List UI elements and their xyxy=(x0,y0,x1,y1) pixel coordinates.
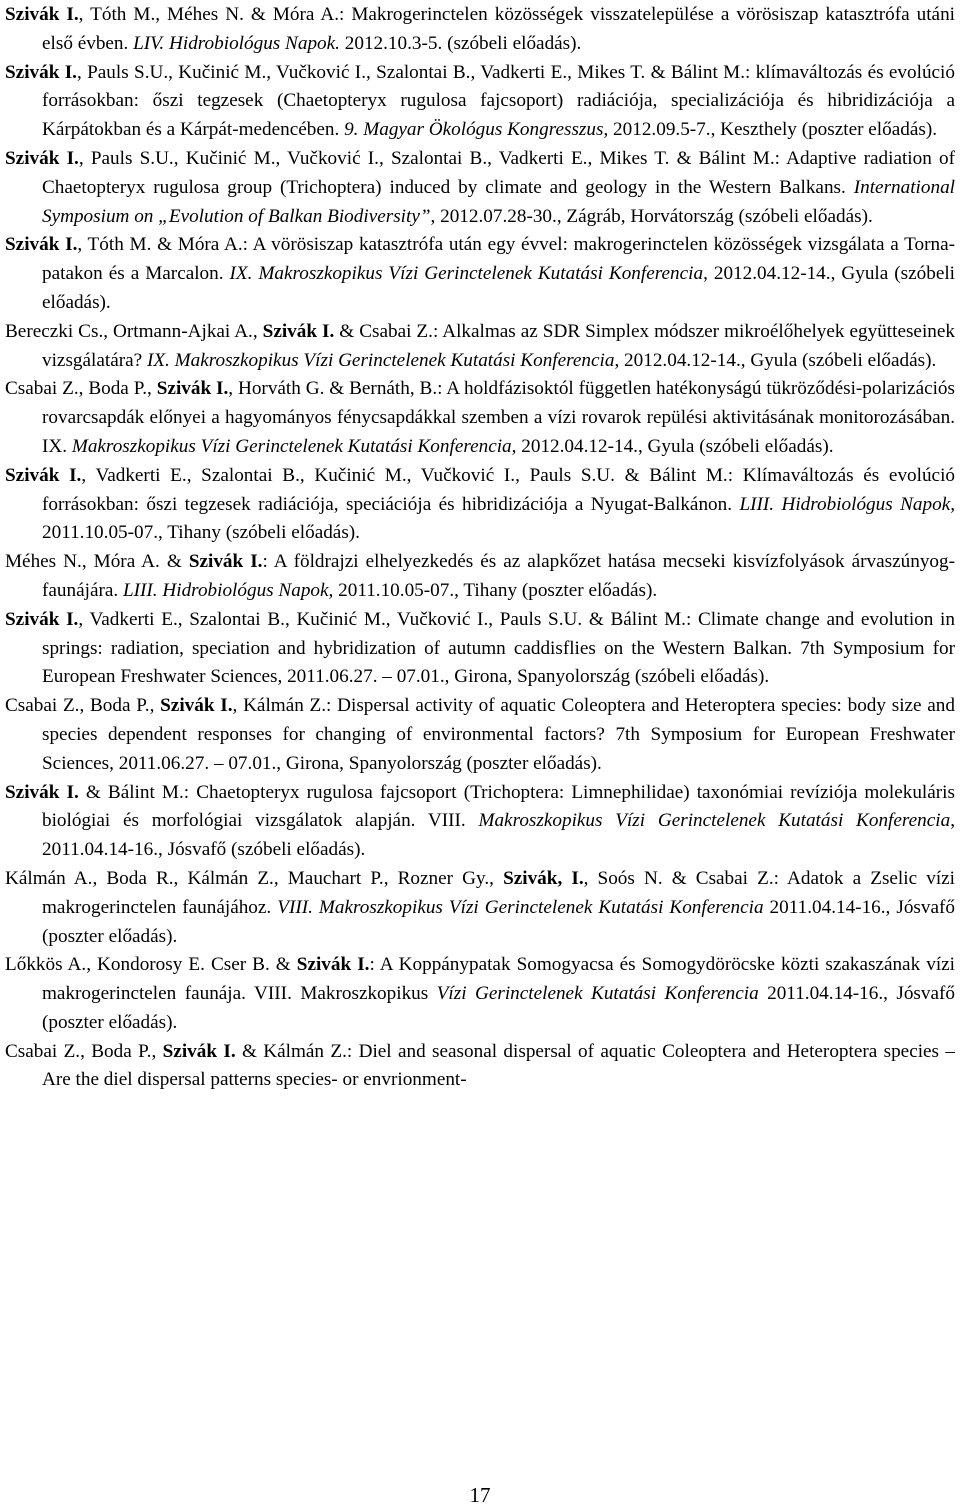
entry-text: , Vadkerti E., Szalontai B., Kučinić M., Vučković I., Pauls S.U. & Bálint M.: Klímaváltozás és evolúció forrásokban: őszi tegzesek radiációja, speciációja és hibridizációja a Nyugat-Balkánon. xyxy=(42,464,955,515)
entry-text: & Kálmán Z.: Diel and seasonal dispersal of aquatic Coleoptera and Heteroptera species – Are the diel dispersal patterns species- or envrionment- xyxy=(42,1040,955,1091)
entry-text: , Kálmán Z.: Dispersal activity of aquatic Coleoptera and Heteroptera species: body size and species dependent responses for changing of environmental factors? 7th Symposium for European Freshwater Sciences, 2011.06.27. – 07.01., Girona, Spanyolország (poszter előadás). xyxy=(42,695,955,774)
author-highlight: Szivák I. xyxy=(262,320,335,342)
entry-text: , 2012.04.12-14., Gyula (szóbeli előadás). xyxy=(42,263,955,313)
entry-text: , Soós N. & Csabai Z.: Adatok a Zselic vízi makrogerinctelen faunájához. xyxy=(42,867,955,918)
publication-entry xyxy=(5,145,955,231)
publication-entry xyxy=(5,462,955,548)
publication-entry xyxy=(5,692,955,778)
publication-entry xyxy=(5,606,955,692)
author-highlight: Szivák I. xyxy=(5,781,79,803)
entry-text: , 2012.07.28-30., Zágráb, Horvátország (szóbeli előadás). xyxy=(430,205,873,227)
author-highlight: Szivák I. xyxy=(5,234,78,256)
entry-text: 2012.10.3-5. (szóbeli előadás). xyxy=(339,32,582,54)
entry-text: , Pauls S.U., Kučinić M., Vučković I., Szalontai B., Vadkerti E., Mikes T. & Bálint M.: klímaváltozás és evolúció forrásokban: őszi tegzesek (Chaetopteryx rugulosa fajcsoport) radiációja, specializációja és hibridizációja a Kárpátokban és a Kárpát-medencében. xyxy=(42,61,955,141)
publication-entry xyxy=(5,779,955,865)
entry-text: , Tóth M., Méhes N. & Móra A.: Makrogerinctelen közösségek visszatelepülése a vörösiszap katasztrófa utáni első évben. xyxy=(42,4,955,54)
venue-title: LIV. Hidrobiológus Napok. xyxy=(133,32,340,54)
venue-title: Makroszkopikus Vízi Gerinctelenek Kutatási Konferencia xyxy=(478,810,951,832)
entry-text: Méhes N., Móra A. & xyxy=(5,551,189,573)
entry-text: , 2011.04.14-16., Jósvafő (szóbeli előadás). xyxy=(42,810,955,861)
entry-text: , 2012.04.12-14., Gyula (szóbeli előadás). xyxy=(511,435,834,457)
venue-title: International Symposium on „Evolution of Balkan Biodiversity” xyxy=(42,176,955,227)
entry-text: & Csabai Z.: Alkalmas az SDR Simplex módszer mikroélőhelyek együtteseinek vizsgálatára? xyxy=(42,320,955,371)
publication-entry xyxy=(5,1,955,59)
publication-entry xyxy=(5,59,955,145)
entry-text: & Bálint M.: Chaetopteryx rugulosa fajcsoport (Trichoptera: Limnephilidae) taxonómiai revíziója molekuláris biológiai és morfológiai vizsgálatok alapján. VIII. xyxy=(42,781,955,832)
venue-title: LIII. Hidrobiológus Napok, xyxy=(122,579,334,601)
publication-entry xyxy=(5,548,955,606)
entry-text: Bereczki Cs., Ortmann-Ajkai A., xyxy=(5,320,263,342)
entry-text: , Vadkerti E., Szalontai B., Kučinić M., Vučković I., Pauls S.U. & Bálint M.: Climate change and evolution in springs: radiation, speciation and hybridization of autumn caddisflies on the Western Balkan. 7th Symposium for European Freshwater Sciences, 2011.06.27. – 07.01., Girona, Spanyolország (szóbeli előadás). xyxy=(42,608,955,688)
author-highlight: Szivák I. xyxy=(5,147,79,169)
publication-list xyxy=(5,0,955,1095)
entry-text: : A Koppánypatak Somogyacsa és Somogydöröcske közti szakaszának vízi makrogerinctelen faunája. VIII. Makroszkopikus xyxy=(42,954,955,1005)
author-highlight: Szivák I. xyxy=(162,1040,236,1062)
venue-title: 9. Magyar Ökológus Kongresszus xyxy=(344,119,604,141)
entry-text: , Tóth M. & Móra A.: A vörösiszap katasztrófa után egy évvel: makrogerinctelen közösségek vizsgálata a Torna-patakon és a Marcalon. xyxy=(42,234,955,285)
publication-entry xyxy=(5,865,955,951)
entry-text: Lőkkös A., Kondorosy E. Cser B. & xyxy=(5,954,297,976)
entry-text: : A földrajzi elhelyezkedés és az alapkőzet hatása mecseki kisvízfolyások árvaszúnyog-faunájára. xyxy=(42,551,955,601)
publication-entry xyxy=(5,375,955,461)
venue-title: IX. Makroszkopikus Vízi Gerinctelenek Kutatási Konferencia xyxy=(146,349,615,371)
entry-text: 2011.10.05-07., Tihany (szóbeli előadás). xyxy=(42,522,360,544)
venue-title: VIII. Makroszkopikus Vízi Gerinctelenek Kutatási Konferencia xyxy=(277,896,764,918)
publication-entry xyxy=(5,951,955,1037)
entry-text: , Horváth G. & Bernáth, B.: A holdfázisoktól független hatékonyságú tükröződési-polarizációs rovarcsapdák előnyei a hagyományos fénycsapdákkal szemben a vízi rovarok repülési aktivitásának monitorozásában. IX. xyxy=(42,378,955,457)
publication-entry xyxy=(5,318,955,376)
entry-text: Csabai Z., Boda P., xyxy=(5,1040,163,1062)
venue-title: Vízi Gerinctelenek Kutatási Konferencia xyxy=(436,983,759,1005)
venue-title: Makroszkopikus Vízi Gerinctelenek Kutatási Konferencia xyxy=(71,435,512,457)
page-number: 17 xyxy=(469,1483,491,1507)
publication-entry xyxy=(5,1038,955,1096)
author-highlight: Szivák I. xyxy=(5,464,82,486)
entry-text: , Pauls S.U., Kučinić M., Vučković I., Szalontai B., Vadkerti E., Mikes T. & Bálint M.: Adaptive radiation of Chaetopteryx rugulosa group (Trichoptera) induced by climate and geology in the Western Balkans. xyxy=(42,147,955,198)
author-highlight: Szivák I. xyxy=(156,378,229,400)
author-highlight: Szivák, I. xyxy=(503,867,584,889)
publication-entry xyxy=(5,231,955,317)
entry-text: Csabai Z., Boda P., xyxy=(5,695,161,717)
entry-text: 2011.04.14-16., Jósvafő (poszter előadás). xyxy=(42,896,955,947)
author-highlight: Szivák I. xyxy=(296,954,370,976)
venue-title: LIII. Hidrobiológus Napok, xyxy=(739,493,956,515)
entry-text: , 2012.04.12-14., Gyula (szóbeli előadás). xyxy=(614,349,937,371)
author-highlight: Szivák I. xyxy=(5,61,77,83)
entry-text: 2011.04.14-16., Jósvafő (poszter előadás). xyxy=(42,983,955,1033)
venue-title: IX. Makroszkopikus Vízi Gerinctelenek Kutatási Konferencia xyxy=(229,263,704,285)
author-highlight: Szivák I. xyxy=(160,695,233,717)
author-highlight: Szivák I. xyxy=(5,608,79,630)
author-highlight: Szivák I. xyxy=(5,4,79,25)
entry-text: 2011.10.05-07., Tihany (poszter előadás). xyxy=(333,579,658,601)
entry-text: Kálmán A., Boda R., Kálmán Z., Mauchart P., Rozner Gy., xyxy=(5,867,504,889)
entry-text: Csabai Z., Boda P., xyxy=(5,378,157,400)
entry-text: , 2012.09.5-7., Keszthely (poszter előadás). xyxy=(603,119,938,141)
author-highlight: Szivák I. xyxy=(188,551,263,573)
